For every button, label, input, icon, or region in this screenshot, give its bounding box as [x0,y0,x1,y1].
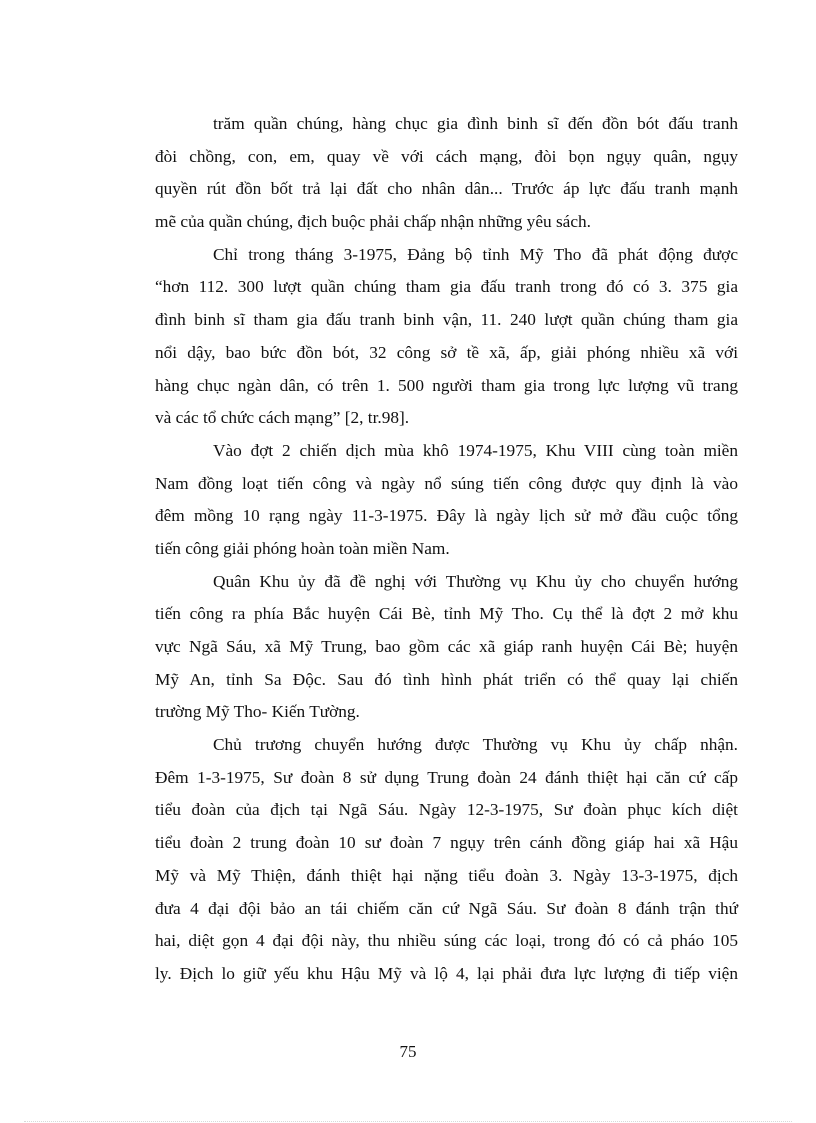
text-line: trăm quần chúng, hàng chục gia đình binh sĩ đến đồn bót đấu tranh [213,114,738,133]
page-number: 75 [399,1042,417,1061]
text-line: vực Ngã Sáu, xã Mỹ Trung, bao gồm các xã giáp ranh huyện Cái Bè; huyện [155,637,738,656]
text-line: Chủ trương chuyển hướng được Thường vụ Khu ủy chấp nhận. [213,735,738,755]
text-line: hàng chục ngàn dân, có trên 1. 500 người tham gia trong lực lượng vũ trang [155,375,738,395]
text-line: Vào đợt 2 chiến dịch mùa khô 1974-1975, Khu VIII cùng toàn miền [213,440,738,460]
text-line: ly. Địch lo giữ yếu khu Hậu Mỹ và lộ 4, lại phải đưa lực lượng đi tiếp viện [155,963,738,983]
text-line: tiến công ra phía Bắc huyện Cái Bè, tỉnh Mỹ Tho. Cụ thể là đợt 2 mở khu [155,604,738,624]
text-line: đòi chồng, con, em, quay về với cách mạng, đòi bọn ngụy quân, ngụy [155,146,738,166]
text-line: Quân Khu ủy đã đề nghị với Thường vụ Khu ủy cho chuyển hướng [213,571,738,591]
body-text [155,108,738,991]
text-line: Chỉ trong tháng 3-1975, Đảng bộ tỉnh Mỹ Tho đã phát động được [213,244,738,264]
text-line: tiểu đoàn của địch tại Ngã Sáu. Ngày 12-3-1975, Sư đoàn phục kích diệt [155,800,738,820]
text-line: Đêm 1-3-1975, Sư đoàn 8 sử dụng Trung đoàn 24 đánh thiệt hại căn cứ cấp [155,767,738,787]
text-line: hai, diệt gọn 4 đại đội này, thu nhiều súng các loại, trong đó có cả pháo 105 [155,931,738,951]
text-line: quyền rút đồn bốt trả lại đất cho nhân dân... Trước áp lực đấu tranh mạnh [155,179,738,199]
text-line: Mỹ An, tỉnh Sa Độc. Sau đó tình hình phát triển có thể quay lại chiến [155,669,738,689]
text-line: tiểu đoàn 2 trung đoàn 10 sư đoàn 7 ngụy trên cánh đồng giáp hai xã Hậu [155,833,738,853]
text-line: đưa 4 đại đội bảo an tái chiếm căn cứ Ngã Sáu. Sư đoàn 8 đánh trận thứ [155,898,738,918]
text-line: mẽ của quần chúng, địch buộc phải chấp nhận những yêu sách. [155,212,591,232]
text-line: và các tổ chức cách mạng” [2, tr.98]. [155,408,410,428]
text-line: tiến công giải phóng hoàn toàn miền Nam. [155,538,450,558]
text-line: nổi dậy, bao bức đồn bót, 32 công sở tề xã, ấp, giải phóng nhiều xã với [155,342,738,362]
text-line: “hơn 112. 300 lượt quần chúng tham gia đấu tranh trong đó có 3. 375 gia [155,277,738,297]
text-line: đình binh sĩ tham gia đấu tranh binh vận, 11. 240 lượt quần chúng tham gia [155,310,738,330]
text-line: Mỹ và Mỹ Thiện, đánh thiệt hại nặng tiểu đoàn 3. Ngày 13-3-1975, địch [155,865,738,885]
text-line: Nam đồng loạt tiến công và ngày nổ súng tiến công được quy định là vào [155,473,738,493]
footer-divider [24,1121,792,1122]
text-line: đêm mồng 10 rạng ngày 11-3-1975. Đây là ngày lịch sử mở đầu cuộc tổng [155,506,738,526]
text-line: trường Mỹ Tho- Kiến Tường. [155,702,360,722]
